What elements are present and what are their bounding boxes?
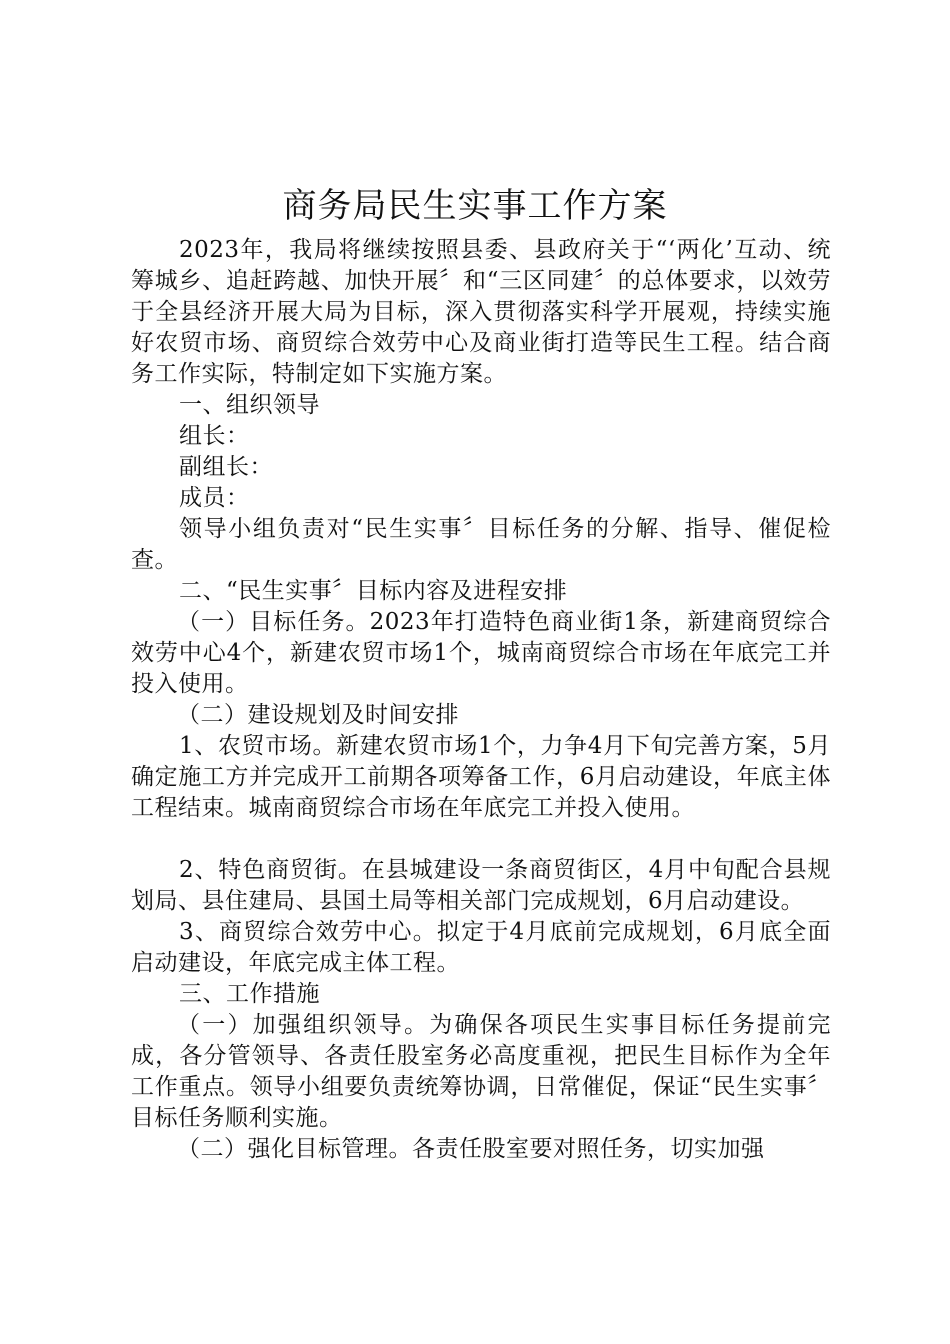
group-duty-paragraph: 领导小组负责对“民生实事〞目标任务的分解、指导、催促检查。 [131, 516, 831, 573]
intro-paragraph: 2023年，我局将继续按照县委、县政府关于“‘两化’互动、统筹城乡、追赶跨越、加快开展〞和“三区同建〞的总体要求，以效劳于全县经济开展大局为目标，深入贯彻落实科学开展观，持续实施好农贸市场、商贸综合效劳中心及商业街打造等民生工程。结合商务工作实际，特制定如下实施方案。 [131, 237, 831, 387]
members-line: 成员： [179, 485, 250, 511]
document-body [131, 235, 831, 1165]
subheading-planning: （二）建设规划及时间安排 [177, 702, 459, 728]
section-heading-organization: 一、组织领导 [179, 392, 320, 418]
leader-line: 组长： [179, 423, 250, 449]
service-center-paragraph: 3、商贸综合效劳中心。拟定于4月底前完成规划，6月底全面启动建设，年底完成主体工程。 [131, 919, 831, 976]
blank-line [131, 824, 831, 855]
measure-target-paragraph: （二）强化目标管理。各责任股室要对照任务，切实加强 [177, 1136, 765, 1162]
goals-paragraph: （一）目标任务。2023年打造特色商业街1条，新建商贸综合效劳中心4个，新建农贸市场1个，城南商贸综合市场在年底完工并投入使用。 [131, 609, 831, 697]
section-heading-measures: 三、工作措施 [179, 981, 320, 1007]
document-title: 商务局民生实事工作方案 [282, 186, 668, 226]
commerce-street-paragraph: 2、特色商贸街。在县城建设一条商贸街区，4月中旬配合县规划局、县住建局、县国土局等相关部门完成规划，6月启动建设。 [131, 857, 831, 914]
section-heading-goals: 二、“民生实事〞目标内容及进程安排 [179, 578, 568, 604]
measure-organization-paragraph: （一）加强组织领导。为确保各项民生实事目标任务提前完成，各分管领导、各责任股室务必高度重视，把民生目标作为全年工作重点。领导小组要负责统筹协调，日常催促，保证“民生实事〞目标任务顺利实施。 [131, 1012, 831, 1131]
deputy-leader-line: 副组长： [179, 454, 273, 480]
farmers-market-paragraph: 1、农贸市场。新建农贸市场1个，力争4月下旬完善方案，5月确定施工方并完成开工前期各项筹备工作，6月启动建设，年底主体工程结束。城南商贸综合市场在年底完工并投入使用。 [131, 733, 831, 821]
